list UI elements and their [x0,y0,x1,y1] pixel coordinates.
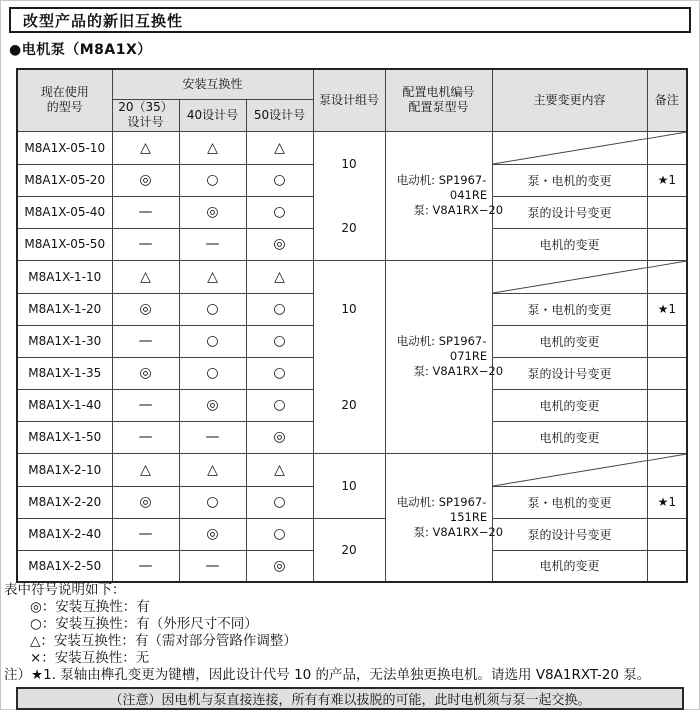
remark-cell [647,389,687,421]
compat-symbol: — [112,550,179,582]
compat-symbol: — [112,325,179,357]
header-main-changes: 主要变更内容 [492,69,647,131]
header-design-50: 50设计号 [246,99,313,131]
change-cell-na [492,131,647,164]
change-cell: 电机的变更 [492,228,647,260]
header-remarks: 备注 [647,69,687,131]
motor-number-cont: 151RE [449,509,488,524]
table-body [17,131,687,582]
change-cell: 泵・电机的变更 [492,486,647,518]
compat-symbol: △ [112,453,179,486]
motor-number: 电动机: SP1967- [396,494,487,509]
compat-symbol: — [112,518,179,550]
compat-symbol: ○ [246,357,313,389]
header-design-40: 40设计号 [179,99,246,131]
compat-symbol: △ [112,260,179,293]
motor-number-cont: 071RE [449,349,488,363]
table-row [17,131,687,164]
header-design-20-35 [112,99,179,131]
compat-symbol: ◎ [179,196,246,228]
section-heading: ●电机泵（M8A1X） [9,42,152,58]
remark-cell [647,357,687,389]
model-cell: M8A1X-2-20 [17,486,112,518]
change-cell: 泵的设计号变更 [492,196,647,228]
motor-number: 电动机: SP1967- [396,334,487,348]
compat-symbol: ○ [179,164,246,196]
motor-pump-config-cell [385,453,504,582]
compat-symbol: ◎ [246,550,313,582]
pump-group-value: 20 [341,397,357,412]
legend-item: ×：安装互换性：无 [30,650,150,666]
compat-symbol: — [179,228,246,260]
compat-symbol: ◎ [179,389,246,421]
motor-number: 电动机: SP1967- [396,173,487,187]
compat-symbol: ○ [246,196,313,228]
header-install-compat: 安装互换性 [112,69,313,99]
change-cell: 电机的变更 [492,550,647,582]
change-cell-na [492,260,647,293]
diagonal-slash-icon [493,132,647,164]
motor-pump-config-cell [385,131,504,260]
pump-group-cell: 10 [313,453,385,518]
pump-group-values [314,261,385,453]
model-cell: M8A1X-05-40 [17,196,112,228]
table-row [17,260,687,293]
remark-cell-na [647,453,687,486]
remark-cell [647,325,687,357]
compat-symbol: ◎ [112,486,179,518]
pump-group-values [314,132,385,260]
compat-symbol: ◎ [246,228,313,260]
header-pump-design-group: 泵设计组号 [313,69,385,131]
pump-number: 泵: V8A1RX−20 [413,364,504,378]
compat-symbol: — [179,421,246,453]
compat-symbol: △ [246,453,313,486]
remark-cell: ★1 [647,293,687,325]
compat-symbol: ○ [246,164,313,196]
compat-symbol: — [112,389,179,421]
header-line: 20（35） [118,100,173,114]
change-cell: 电机的变更 [492,325,647,357]
compat-symbol: ○ [246,325,313,357]
header-line: 配置电机编号 [402,85,475,100]
model-cell: M8A1X-05-10 [17,131,112,164]
compat-symbol: ◎ [112,293,179,325]
header-line: 现在使用 [40,85,89,100]
compat-symbol: ◎ [112,357,179,389]
caution-text: （注意）因电机与泵直接连接，所有有难以拔脱的可能，此时电机须与泵一起交换。 [109,693,591,708]
compat-symbol: △ [179,453,246,486]
model-cell: M8A1X-1-20 [17,293,112,325]
page-title: 改型产品的新旧互换性 [23,11,184,30]
header-motor-pump-config [385,69,492,131]
pump-group-value: 10 [341,301,357,316]
compat-symbol: △ [246,131,313,164]
legend-item: △：安装互换性：有（需对部分管路作调整） [30,633,297,649]
model-cell: M8A1X-1-35 [17,357,112,389]
model-cell: M8A1X-2-50 [17,550,112,582]
pump-group-cell [313,131,385,260]
motor-number-cont: 041RE [449,188,488,202]
note-star1: 注）★1. 泵轴由榫孔变更为键槽，因此设计代号 10 的产品，无法单独更换电机。请选用 V8A1RXT-20 泵。 [4,667,651,683]
header-line: 设计号 [127,115,164,129]
model-cell: M8A1X-2-10 [17,453,112,486]
pump-number: 泵: V8A1RX−20 [413,203,504,217]
compat-symbol: △ [112,131,179,164]
pump-group-value: 10 [341,156,357,171]
compat-symbol: — [112,228,179,260]
model-cell: M8A1X-2-40 [17,518,112,550]
compat-symbol: ○ [246,486,313,518]
table-row [17,453,687,486]
compat-symbol: ○ [179,293,246,325]
pump-group-cell: 20 [313,518,385,582]
remark-cell [647,196,687,228]
model-cell: M8A1X-1-30 [17,325,112,357]
compat-symbol: ◎ [246,421,313,453]
compat-symbol: — [179,550,246,582]
pump-group-cell [313,260,385,453]
pump-number: 泵: V8A1RX−20 [413,524,504,539]
remark-cell-na [647,260,687,293]
change-cell: 泵・电机的变更 [492,293,647,325]
remark-cell-na [647,131,687,164]
change-cell: 电机的变更 [492,389,647,421]
change-cell: 电机的变更 [492,421,647,453]
symbol-legend [4,582,650,684]
remark-cell [647,518,687,550]
compat-symbol: ○ [246,518,313,550]
compat-symbol: — [112,196,179,228]
model-cell: M8A1X-1-10 [17,260,112,293]
compat-symbol: ○ [179,357,246,389]
compatibility-table [16,68,688,583]
header-line: 配置泵型号 [408,100,469,115]
model-cell: M8A1X-1-40 [17,389,112,421]
change-cell-na [492,453,647,486]
header-line: 的型号 [46,100,83,115]
legend-title: 表中符号说明如下： [4,582,126,598]
compat-symbol: ○ [246,389,313,421]
compat-symbol: ○ [246,293,313,325]
table-row [17,518,687,550]
remark-cell [647,421,687,453]
compat-symbol: ◎ [112,164,179,196]
table-header [17,69,687,131]
diagonal-slash-icon [493,261,647,293]
compat-symbol: △ [246,260,313,293]
change-cell: 泵・电机的变更 [492,164,647,196]
caution-box [16,687,684,710]
compat-symbol: ○ [179,486,246,518]
model-cell: M8A1X-05-50 [17,228,112,260]
diagonal-slash-icon [648,261,687,293]
change-cell: 泵的设计号变更 [492,357,647,389]
compat-symbol: △ [179,131,246,164]
legend-item: ◎：安装互换性：有 [30,599,150,615]
compat-symbol: ○ [179,325,246,357]
diagonal-slash-icon [493,454,647,486]
header-current-model [17,69,112,131]
compat-symbol: ◎ [179,518,246,550]
change-cell: 泵的设计号变更 [492,518,647,550]
compat-symbol: △ [179,260,246,293]
motor-pump-config-cell [385,260,504,453]
remark-cell [647,550,687,582]
remark-cell: ★1 [647,164,687,196]
remark-cell [647,228,687,260]
page-title-box [9,7,691,33]
legend-item: ○：安装互换性：有（外形尺寸不同） [30,616,258,632]
model-cell: M8A1X-05-20 [17,164,112,196]
pump-group-value: 20 [341,220,357,235]
remark-cell: ★1 [647,486,687,518]
model-cell: M8A1X-1-50 [17,421,112,453]
compat-symbol: — [112,421,179,453]
diagonal-slash-icon [648,454,687,486]
diagonal-slash-icon [648,132,687,164]
